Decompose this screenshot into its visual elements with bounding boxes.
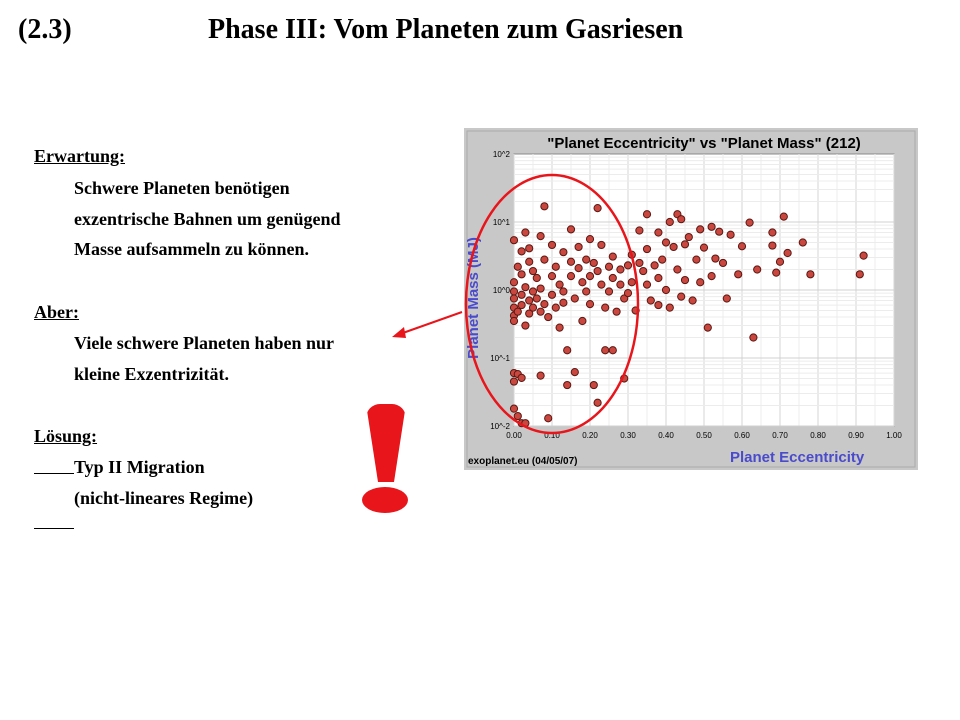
data-point — [529, 304, 536, 311]
y-tick-label: 10^-1 — [490, 354, 510, 363]
solution-line-1: Typ II Migration — [74, 457, 205, 477]
data-point — [514, 263, 521, 270]
data-point — [723, 295, 730, 302]
data-point — [624, 290, 631, 297]
data-point — [617, 281, 624, 288]
data-point — [700, 244, 707, 251]
data-point — [655, 301, 662, 308]
data-point — [708, 273, 715, 280]
y-tick-label: 10^-2 — [490, 422, 510, 431]
data-point — [590, 381, 597, 388]
data-point — [510, 237, 517, 244]
data-point — [769, 229, 776, 236]
y-tick-label: 10^1 — [492, 218, 510, 227]
data-point — [605, 288, 612, 295]
data-point — [571, 369, 578, 376]
data-point — [609, 274, 616, 281]
y-tick-label: 10^0 — [492, 286, 510, 295]
data-point — [583, 288, 590, 295]
data-point — [564, 347, 571, 354]
slide-number: (2.3) — [18, 14, 72, 45]
expectation-heading: Erwartung: — [34, 146, 125, 166]
data-point — [579, 317, 586, 324]
data-point — [643, 245, 650, 252]
solution-line-2: (nicht-lineares Regime) — [74, 488, 254, 508]
data-point — [594, 267, 601, 274]
data-point — [647, 297, 654, 304]
data-point — [735, 271, 742, 278]
data-point — [522, 322, 529, 329]
data-point — [586, 273, 593, 280]
data-point — [529, 288, 536, 295]
data-point — [712, 255, 719, 262]
data-point — [609, 253, 616, 260]
data-point — [678, 293, 685, 300]
data-point — [586, 236, 593, 243]
data-point — [522, 284, 529, 291]
data-point — [545, 415, 552, 422]
data-point — [662, 239, 669, 246]
data-point — [537, 372, 544, 379]
data-point — [514, 412, 521, 419]
x-tick-label: 0.30 — [620, 431, 636, 440]
data-point — [670, 243, 677, 250]
data-point — [784, 249, 791, 256]
data-point — [594, 205, 601, 212]
data-point — [628, 279, 635, 286]
data-point — [590, 259, 597, 266]
data-point — [560, 249, 567, 256]
data-point — [704, 324, 711, 331]
data-point — [526, 297, 533, 304]
data-point — [518, 374, 525, 381]
data-point — [560, 299, 567, 306]
data-point — [750, 334, 757, 341]
data-point — [689, 297, 696, 304]
data-point — [685, 233, 692, 240]
chart-credit: exoplanet.eu (04/05/07) — [468, 456, 578, 467]
data-point — [552, 304, 559, 311]
data-point — [529, 267, 536, 274]
data-point — [533, 295, 540, 302]
data-point — [643, 281, 650, 288]
data-point — [537, 285, 544, 292]
x-tick-label: 0.00 — [506, 431, 522, 440]
data-point — [583, 256, 590, 263]
data-point — [548, 273, 555, 280]
solution-line-1-row — [34, 457, 205, 478]
data-point — [518, 301, 525, 308]
data-point — [860, 252, 867, 259]
data-point — [537, 308, 544, 315]
data-point — [697, 279, 704, 286]
data-point — [681, 241, 688, 248]
data-point — [510, 378, 517, 385]
data-point — [776, 258, 783, 265]
data-point — [518, 291, 525, 298]
data-point — [533, 274, 540, 281]
blank-underline — [34, 459, 74, 474]
data-point — [746, 219, 753, 226]
data-point — [556, 281, 563, 288]
data-point — [693, 256, 700, 263]
data-point — [674, 266, 681, 273]
chart-title: "Planet Eccentricity" vs "Planet Mass" (212) — [547, 135, 861, 152]
data-point — [510, 279, 517, 286]
data-point — [567, 258, 574, 265]
data-point — [575, 243, 582, 250]
data-point — [594, 399, 601, 406]
data-point — [727, 231, 734, 238]
data-point — [602, 347, 609, 354]
data-point — [510, 295, 517, 302]
y-axis-label: Planet Mass (MJ) — [465, 237, 482, 359]
x-tick-label: 0.40 — [658, 431, 674, 440]
data-point — [510, 288, 517, 295]
data-point — [678, 216, 685, 223]
data-point — [567, 273, 574, 280]
data-point — [586, 301, 593, 308]
data-point — [621, 375, 628, 382]
blank-underline — [34, 514, 74, 529]
data-point — [598, 241, 605, 248]
data-point — [716, 228, 723, 235]
x-tick-label: 0.50 — [696, 431, 712, 440]
data-point — [575, 264, 582, 271]
scatter-chart — [464, 128, 918, 470]
data-point — [807, 271, 814, 278]
data-point — [613, 308, 620, 315]
data-point — [651, 262, 658, 269]
data-point — [659, 256, 666, 263]
but-line-1: Viele schwere Planeten haben nur — [74, 333, 334, 353]
data-point — [773, 269, 780, 276]
data-point — [518, 271, 525, 278]
data-point — [564, 381, 571, 388]
data-point — [636, 227, 643, 234]
data-point — [537, 233, 544, 240]
data-point — [697, 226, 704, 233]
data-point — [640, 267, 647, 274]
data-point — [780, 213, 787, 220]
data-point — [856, 271, 863, 278]
data-point — [541, 301, 548, 308]
data-point — [522, 229, 529, 236]
data-point — [609, 347, 616, 354]
x-axis-label: Planet Eccentricity — [730, 449, 865, 466]
data-point — [617, 266, 624, 273]
but-line-2: kleine Exzentrizität. — [74, 364, 229, 384]
data-point — [636, 259, 643, 266]
expectation-line-1: Schwere Planeten benötigen — [74, 178, 290, 198]
data-point — [624, 262, 631, 269]
data-point — [560, 288, 567, 295]
data-point — [541, 203, 548, 210]
data-point — [666, 304, 673, 311]
data-point — [738, 243, 745, 250]
data-point — [769, 242, 776, 249]
but-heading: Aber: — [34, 302, 79, 322]
exclamation-mark-dot — [362, 487, 408, 513]
data-point — [662, 286, 669, 293]
solution-heading: Lösung: — [34, 426, 98, 446]
data-point — [518, 248, 525, 255]
slide-title: Phase III: Vom Planeten zum Gasriesen — [208, 14, 684, 45]
data-point — [552, 263, 559, 270]
data-point — [522, 420, 529, 427]
data-point — [605, 263, 612, 270]
data-point — [548, 241, 555, 248]
data-point — [526, 245, 533, 252]
x-tick-label: 0.80 — [810, 431, 826, 440]
x-tick-label: 0.10 — [544, 431, 560, 440]
data-point — [571, 295, 578, 302]
trailing-underline-row — [34, 512, 74, 533]
x-tick-label: 0.20 — [582, 431, 598, 440]
data-point — [556, 324, 563, 331]
data-point — [548, 291, 555, 298]
data-point — [541, 256, 548, 263]
data-point — [719, 259, 726, 266]
expectation-line-3: Masse aufsammeln zu können. — [74, 239, 310, 259]
data-point — [628, 251, 635, 258]
x-tick-label: 1.00 — [886, 431, 902, 440]
data-point — [754, 266, 761, 273]
pointer-arrowhead — [392, 327, 406, 338]
data-point — [545, 313, 552, 320]
data-point — [666, 218, 673, 225]
x-tick-label: 0.60 — [734, 431, 750, 440]
data-point — [526, 258, 533, 265]
data-point — [567, 226, 574, 233]
data-point — [643, 211, 650, 218]
data-point — [681, 276, 688, 283]
data-point — [708, 223, 715, 230]
expectation-line-2: exzentrische Bahnen um genügend — [74, 209, 341, 229]
data-point — [655, 274, 662, 281]
data-point — [799, 239, 806, 246]
y-tick-label: 10^2 — [492, 150, 510, 159]
data-point — [514, 308, 521, 315]
data-point — [579, 279, 586, 286]
data-point — [598, 281, 605, 288]
x-tick-label: 0.90 — [848, 431, 864, 440]
pointer-arrow — [400, 312, 462, 334]
x-tick-label: 0.70 — [772, 431, 788, 440]
data-point — [655, 229, 662, 236]
data-point — [602, 304, 609, 311]
data-point — [510, 317, 517, 324]
data-point — [632, 307, 639, 314]
data-point — [510, 405, 517, 412]
exclamation-mark-bar — [366, 404, 406, 482]
